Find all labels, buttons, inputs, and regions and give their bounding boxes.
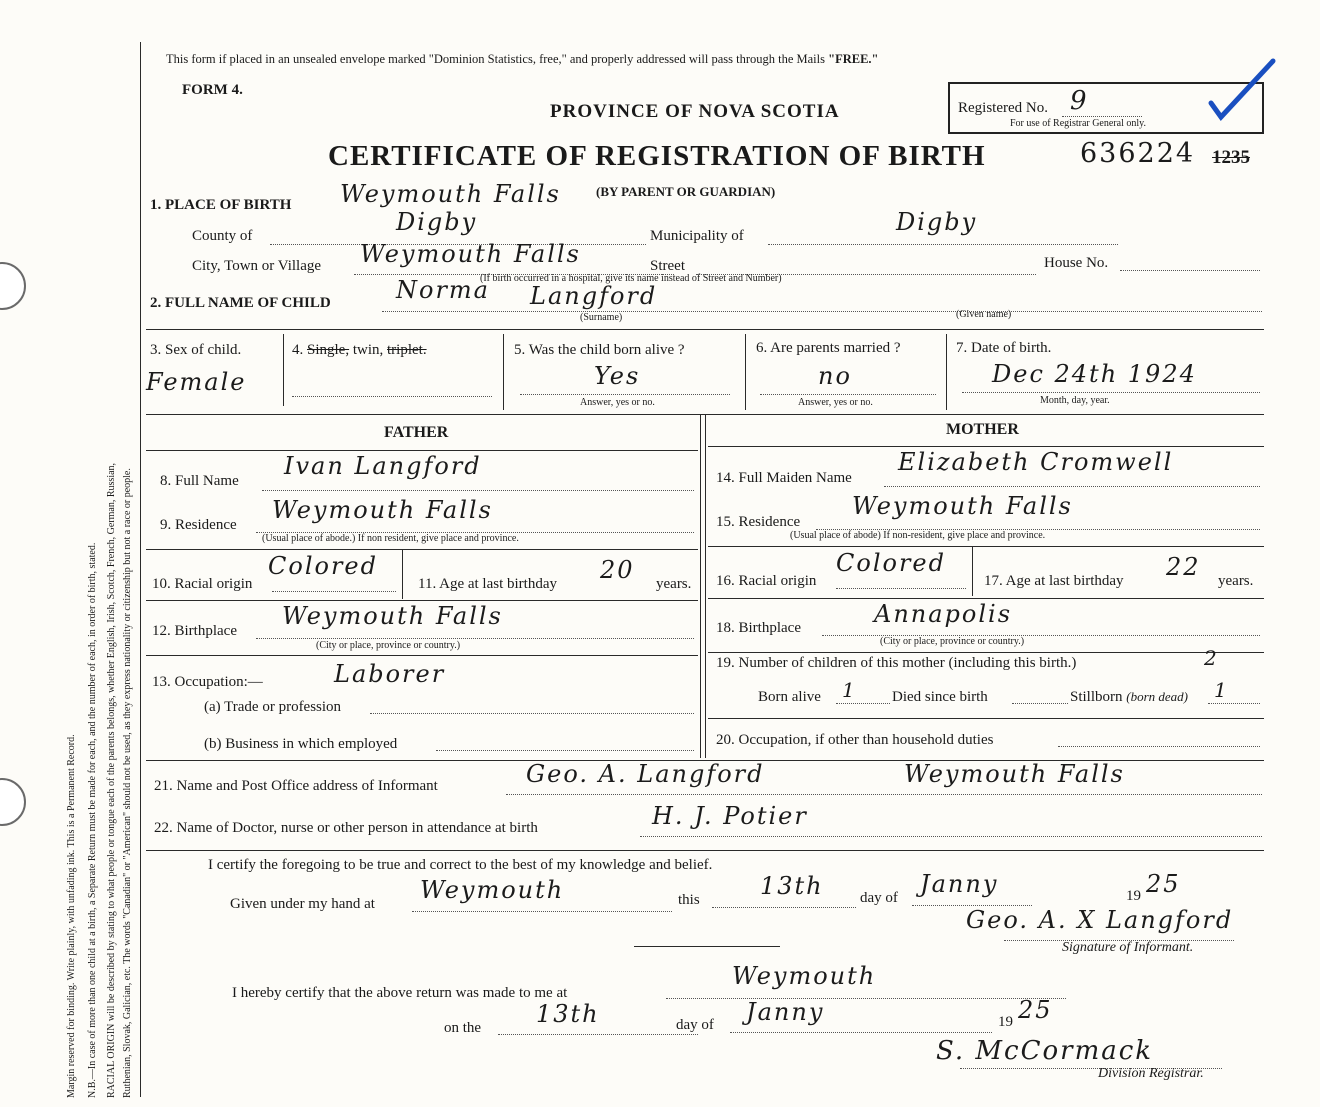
mother-died-line: [1012, 703, 1068, 704]
father-trade-line: [370, 713, 694, 714]
mother-birthplace-caption: (City or place, province or country.): [880, 636, 1025, 647]
married-caption: Answer, yes or no.: [798, 397, 873, 408]
father-divider-3: [146, 655, 698, 656]
label-mother-children: 19. Number of children of this mother (including this birth.): [716, 655, 1077, 671]
mother-age-divider: [972, 546, 973, 596]
registrar-caption: Division Registrar.: [1098, 1066, 1204, 1081]
given-day-line: [712, 907, 856, 908]
label-father-birthplace: 12. Birthplace: [152, 623, 237, 639]
label-county: County of: [192, 228, 253, 244]
label-date-of-birth: 7. Date of birth.: [956, 340, 1052, 356]
label-given-at: Given under my hand at: [230, 896, 375, 912]
by-parent-note: (BY PARENT OR GUARDIAN): [596, 184, 776, 199]
given-year-value: 25: [1146, 870, 1181, 898]
made-month-value: Janny: [746, 998, 825, 1026]
margin-note-binding: Margin reserved for binding. Write plainly, with unfading ink. This is a Permanent Record.: [66, 734, 77, 1098]
mother-divider-1: [708, 546, 1264, 547]
born-alive-caption: Answer, yes or no.: [580, 397, 655, 408]
mother-racial-line: [836, 588, 966, 589]
registered-value: 9: [1070, 86, 1089, 116]
label-informant: 21. Name and Post Office address of Informant: [154, 778, 438, 794]
row3-div-1: [283, 334, 284, 406]
date-caption: Month, day, year.: [1040, 395, 1110, 406]
mother-name-line: [884, 486, 1260, 487]
label-mother-stillborn: Stillborn (born dead): [1070, 689, 1189, 705]
informant-name: Geo. A. Langford: [526, 760, 765, 788]
father-divider-1: [146, 549, 698, 550]
municipality-value: Digby: [896, 208, 978, 236]
binding-hole-top: [0, 262, 26, 310]
form-left-border: [140, 42, 141, 1097]
label-mother-occupation: 20. Occupation, if other than household duties: [716, 732, 994, 748]
triplet-option: triplet.: [387, 342, 427, 358]
father-birthplace-value: Weymouth Falls: [282, 602, 503, 630]
father-name-line: [262, 490, 694, 491]
mother-residence-value: Weymouth Falls: [852, 492, 1073, 520]
check-mark-icon: [1205, 55, 1280, 125]
given-at-line: [412, 911, 672, 912]
father-residence-value: Weymouth Falls: [272, 496, 493, 524]
margin-note-racial-origin-2: Ruthenian, Slovak, Galician, etc. The words "Canadian" or "American" should not be used, as they express nationality or citizenship but not a race or people.: [122, 468, 133, 1098]
father-age-value: 20: [600, 556, 635, 584]
label-street: Street: [650, 258, 685, 274]
mail-notice: This form if placed in an unsealed envelope marked "Dominion Statistics, free," and properly addressed will pass through the Mails "FREE.": [166, 52, 879, 66]
given-month-value: Janny: [920, 870, 999, 898]
mother-heading-line: [708, 446, 1264, 447]
hospital-note: (If birth occurred in a hospital, give its name instead of Street and Number): [480, 273, 782, 284]
mother-name-value: Elizabeth Cromwell: [898, 448, 1174, 476]
given-at-value: Weymouth: [420, 876, 565, 904]
father-age-divider: [402, 549, 403, 599]
label-father-name: 8. Full Name: [160, 473, 239, 489]
twin-option: twin,: [352, 342, 384, 358]
label-plurality: 4. Single, twin, triplet.: [292, 342, 427, 358]
municipality-line: [768, 244, 1118, 245]
mother-stillborn-line: [1208, 703, 1260, 704]
mother-born-alive-line: [836, 703, 890, 704]
father-residence-caption: (Usual place of abode.) If non resident, give place and province.: [262, 533, 519, 544]
registrar-signature: S. McCormack: [936, 1036, 1154, 1066]
mother-racial-value: Colored: [836, 549, 946, 577]
county-value: Digby: [396, 208, 478, 236]
label-mother-name: 14. Full Maiden Name: [716, 470, 852, 486]
center-divider: [700, 414, 701, 758]
child-surname: Langford: [530, 282, 658, 310]
center-divider-2: [705, 414, 706, 758]
certify-statement-2: I hereby certify that the above return was made to me at: [232, 985, 568, 1001]
signature-caption: Signature of Informant.: [1062, 940, 1194, 955]
mother-divider-3: [708, 652, 1264, 653]
father-occupation-value: Laborer: [334, 660, 446, 688]
father-name-value: Ivan Langford: [284, 452, 482, 480]
label-father-racial: 10. Racial origin: [152, 576, 253, 592]
made-day-line: [498, 1034, 698, 1035]
row3-div-2: [503, 334, 504, 410]
label-married: 6. Are parents married ?: [756, 340, 901, 356]
informant-signature: Geo. A. X Langford: [966, 906, 1234, 934]
province-heading: PROVINCE OF NOVA SCOTIA: [550, 101, 840, 122]
label-municipality: Municipality of: [650, 228, 744, 244]
made-day-value: 13th: [536, 1000, 600, 1028]
mother-birthplace-value: Annapolis: [874, 600, 1013, 628]
label-sex: 3. Sex of child.: [150, 342, 242, 358]
given-day-value: 13th: [760, 872, 824, 900]
label-father-residence: 9. Residence: [160, 517, 237, 533]
mother-residence-caption: (Usual place of abode) If non-resident, give place and province.: [790, 530, 1046, 541]
made-at-value: Weymouth: [732, 962, 877, 990]
mother-age-unit: years.: [1218, 573, 1254, 589]
label-mother-died: Died since birth: [892, 689, 988, 705]
father-heading: FATHER: [384, 424, 449, 441]
date-line: [962, 392, 1260, 393]
label-place-of-birth: 1. PLACE OF BIRTH: [150, 197, 292, 213]
father-age-unit: years.: [656, 576, 692, 592]
label-father-occupation: 13. Occupation:—: [152, 674, 263, 690]
mother-born-alive-value: 1: [842, 678, 857, 702]
married-line: [760, 394, 936, 395]
given-name-caption: (Given name): [956, 309, 1012, 320]
label-on-the: on the: [444, 1020, 482, 1036]
doctor-value: H. J. Potier: [652, 802, 808, 830]
made-month-line: [730, 1032, 992, 1033]
label-day-of: day of: [860, 890, 898, 906]
label-father-trade: (a) Trade or profession: [204, 699, 342, 715]
certificate-number: 636224: [1080, 138, 1196, 169]
mother-age-value: 22: [1166, 553, 1201, 581]
city-value: Weymouth Falls: [360, 240, 581, 268]
father-birthplace-caption: (City or place, province or country.): [316, 640, 461, 651]
label-father-age: 11. Age at last birthday: [418, 576, 557, 592]
label-father-business: (b) Business in which employed: [204, 736, 398, 752]
sex-value: Female: [146, 368, 247, 396]
divider-4: [146, 850, 1264, 851]
label-house-no: House No.: [1044, 255, 1109, 271]
label-mother-residence: 15. Residence: [716, 514, 801, 530]
born-alive-line: [520, 394, 730, 395]
label-this: this: [678, 892, 700, 908]
born-alive-value: Yes: [594, 362, 641, 390]
surname-caption: (Surname): [580, 312, 623, 323]
mother-occupation-line: [1058, 746, 1260, 747]
single-option: Single,: [307, 342, 350, 358]
date-of-birth-value: Dec 24th 1924: [992, 360, 1197, 388]
label-doctor: 22. Name of Doctor, nurse or other person in attendance at birth: [154, 820, 538, 836]
label-mother-age: 17. Age at last birthday: [984, 573, 1124, 589]
made-year-prefix: 19: [998, 1014, 1013, 1030]
certify-statement: I certify the foregoing to be true and correct to the best of my knowledge and belief.: [208, 857, 713, 873]
father-heading-line: [146, 450, 698, 451]
made-at-line: [666, 998, 1066, 999]
label-mother-racial: 16. Racial origin: [716, 573, 817, 589]
doctor-line: [640, 836, 1262, 837]
mother-divider-2: [708, 598, 1264, 599]
label-city: City, Town or Village: [192, 258, 322, 274]
row3-div-3: [745, 334, 746, 410]
registered-label: Registered No.: [958, 100, 1048, 116]
center-rule: [634, 946, 780, 947]
mother-divider-4: [708, 718, 1264, 719]
place-of-birth-value: Weymouth Falls: [340, 180, 561, 208]
label-born-alive: 5. Was the child born alive ?: [514, 342, 685, 358]
label-day-of-2: day of: [676, 1017, 714, 1033]
mother-heading: MOTHER: [946, 421, 1019, 438]
father-birthplace-line: [256, 638, 694, 639]
registered-line: [1062, 116, 1142, 117]
margin-note-multiple-births: N.B.—In case of more than one child at a birth, a Separate Return must be made for each, and the number of each, in order of birth, stated.: [87, 542, 98, 1098]
given-year-prefix: 19: [1126, 888, 1141, 904]
house-line: [1120, 270, 1260, 271]
father-racial-value: Colored: [268, 552, 378, 580]
mother-stillborn-value: 1: [1214, 678, 1229, 702]
label-child-name: 2. FULL NAME OF CHILD: [150, 295, 331, 311]
child-given-name: Norma: [396, 276, 490, 304]
binding-hole-bottom: [0, 778, 26, 826]
married-value: no: [818, 362, 852, 390]
mother-children-value: 2: [1204, 646, 1219, 670]
made-year-value: 25: [1018, 996, 1053, 1024]
child-name-line: [382, 311, 1262, 312]
informant-address: Weymouth Falls: [904, 760, 1125, 788]
registrar-note: For use of Registrar General only.: [1010, 118, 1146, 129]
label-mother-born-alive: Born alive: [758, 689, 821, 705]
plurality-line: [292, 396, 492, 397]
father-business-line: [436, 750, 694, 751]
certificate-number-struck: 1235: [1212, 147, 1250, 168]
informant-line: [506, 794, 1262, 795]
row3-div-4: [946, 334, 947, 410]
form-number: FORM 4.: [182, 82, 243, 98]
label-mother-birthplace: 18. Birthplace: [716, 620, 801, 636]
margin-note-racial-origin: RACIAL ORIGIN will be described by stating to what people or tongue each of the parents belongs, whether English, Irish, Scotch, French, German, Russian,: [106, 462, 117, 1098]
divider-1: [146, 329, 1264, 330]
certificate-title: CERTIFICATE OF REGISTRATION OF BIRTH: [328, 140, 986, 172]
father-racial-line: [272, 591, 396, 592]
father-divider-2: [146, 600, 698, 601]
